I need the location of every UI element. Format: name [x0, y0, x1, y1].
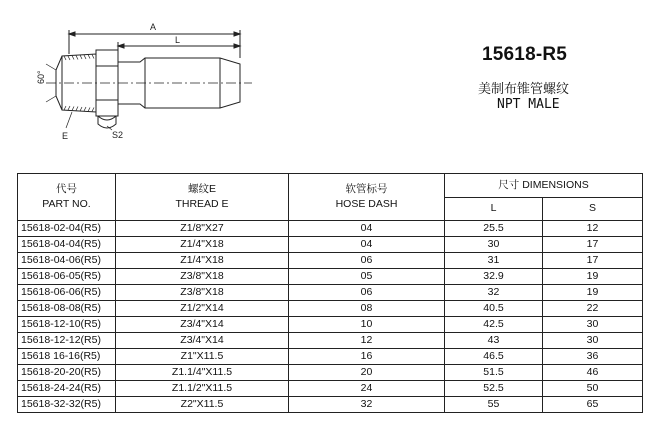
table-row — [18, 221, 643, 237]
cell-thread: Z1.1/4"X11.5 — [116, 365, 289, 381]
cell-part-no: 15618-20-20(R5) — [18, 365, 116, 381]
cell-thread: Z1/4"X18 — [116, 253, 289, 269]
header-part-no: 代号 PART NO. — [18, 174, 116, 221]
table-row — [18, 301, 643, 317]
cell-s: 12 — [543, 221, 643, 237]
dimension-arrow — [234, 32, 240, 36]
cell-thread: Z2"X11.5 — [116, 397, 289, 413]
cell-hose-dash: 10 — [289, 317, 445, 333]
table-row — [18, 317, 643, 333]
cell-l: 51.5 — [445, 365, 543, 381]
part-title: 15618-R5 — [482, 44, 568, 65]
header-l: L — [445, 197, 543, 221]
header-dimensions: 尺寸 DIMENSIONS — [445, 174, 643, 198]
table-row — [18, 349, 643, 365]
hex-s2-label: S2 — [112, 130, 124, 140]
cell-s: 17 — [543, 237, 643, 253]
cell-s: 46 — [543, 365, 643, 381]
cell-thread: Z1"X11.5 — [116, 349, 289, 365]
cell-hose-dash: 12 — [289, 333, 445, 349]
cell-hose-dash: 16 — [289, 349, 445, 365]
cell-hose-dash: 08 — [289, 301, 445, 317]
cell-part-no: 15618-02-04(R5) — [18, 221, 116, 237]
dimension-arrow — [69, 32, 75, 36]
cell-part-no: 15618-24-24(R5) — [18, 381, 116, 397]
header-hose-dash: 软管标号 HOSE DASH — [289, 174, 445, 221]
cell-part-no: 15618-04-06(R5) — [18, 253, 116, 269]
cell-l: 52.5 — [445, 381, 543, 397]
cell-s: 17 — [543, 253, 643, 269]
dimension-arrow — [234, 44, 240, 48]
cell-l: 25.5 — [445, 221, 543, 237]
cell-part-no: 15618-08-08(R5) — [18, 301, 116, 317]
cell-part-no: 15618-04-04(R5) — [18, 237, 116, 253]
cell-s: 50 — [543, 381, 643, 397]
cell-l: 32 — [445, 285, 543, 301]
cell-part-no: 15618-12-12(R5) — [18, 333, 116, 349]
cell-s: 19 — [543, 285, 643, 301]
cell-l: 46.5 — [445, 349, 543, 365]
table-row — [18, 381, 643, 397]
cell-hose-dash: 05 — [289, 269, 445, 285]
cell-thread: Z3/4"X14 — [116, 317, 289, 333]
cell-part-no: 15618-06-06(R5) — [18, 285, 116, 301]
cell-l: 55 — [445, 397, 543, 413]
cell-hose-dash: 06 — [289, 253, 445, 269]
cell-part-no: 15618-32-32(R5) — [18, 397, 116, 413]
table-row — [18, 253, 643, 269]
cell-hose-dash: 04 — [289, 237, 445, 253]
cell-hose-dash: 04 — [289, 221, 445, 237]
spec-table — [17, 173, 643, 413]
cell-thread: Z1.1/2"X11.5 — [116, 381, 289, 397]
table-row — [18, 333, 643, 349]
cell-l: 31 — [445, 253, 543, 269]
cell-part-no: 15618 16-16(R5) — [18, 349, 116, 365]
header-thread: 螺纹E THREAD E — [116, 174, 289, 221]
part-subtitle-english: NPT MALE — [497, 97, 560, 112]
cell-l: 43 — [445, 333, 543, 349]
cell-thread: Z3/8"X18 — [116, 269, 289, 285]
part-subtitle-chinese: 美制布锥管螺纹 — [478, 81, 570, 96]
header-s: S — [543, 197, 643, 221]
cell-s: 30 — [543, 317, 643, 333]
cell-s: 22 — [543, 301, 643, 317]
cell-hose-dash: 24 — [289, 381, 445, 397]
cell-l: 42.5 — [445, 317, 543, 333]
cell-part-no: 15618-12-10(R5) — [18, 317, 116, 333]
cell-s: 36 — [543, 349, 643, 365]
cell-part-no: 15618-06-05(R5) — [18, 269, 116, 285]
cell-s: 19 — [543, 269, 643, 285]
dimension-l-label: L — [175, 35, 181, 45]
thread-e-label: E — [62, 131, 69, 141]
cell-hose-dash: 06 — [289, 285, 445, 301]
cell-thread: Z1/4"X18 — [116, 237, 289, 253]
table-row — [18, 269, 643, 285]
angle-label: 60° — [36, 70, 46, 84]
cell-l: 40.5 — [445, 301, 543, 317]
cell-thread: Z1/2"X14 — [116, 301, 289, 317]
table-row — [18, 397, 643, 413]
cell-thread: Z3/8"X18 — [116, 285, 289, 301]
cell-thread: Z3/4"X14 — [116, 333, 289, 349]
cell-hose-dash: 32 — [289, 397, 445, 413]
cell-l: 32.9 — [445, 269, 543, 285]
table-row — [18, 365, 643, 381]
cell-s: 30 — [543, 333, 643, 349]
table-row — [18, 237, 643, 253]
fitting-drawing — [20, 8, 280, 148]
table-row — [18, 285, 643, 301]
cell-hose-dash: 20 — [289, 365, 445, 381]
dimension-a-label: A — [150, 22, 157, 32]
cell-l: 30 — [445, 237, 543, 253]
dimension-arrow — [118, 44, 124, 48]
cell-thread: Z1/8"X27 — [116, 221, 289, 237]
cell-s: 65 — [543, 397, 643, 413]
